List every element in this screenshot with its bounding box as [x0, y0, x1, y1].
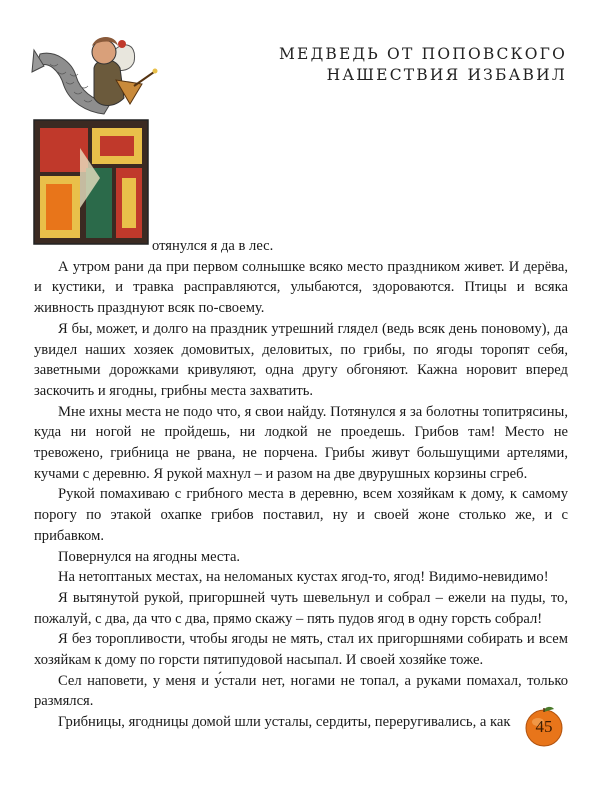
chapter-title [279, 44, 567, 86]
chapter-title-line2: НАШЕСТВИЯ ИЗБАВИЛ [326, 66, 567, 84]
paragraph: А утром рани да при первом солнышке всяко место праздником живет. И дерёва, и кустики, и травка расправляются, улыбаются, здороваются. Птицы и всяка живность празднуют всяк по-своему. [34, 258, 568, 317]
paragraph: Я бы, может, и долго на праздник утрешний глядел (ведь всяк день поновому), да увидел наших хозяек домовитых, деловитых, по грибы, по ягоды торопят себя, заветными дорожками кривуляют, одна другу обгоняют. Кажна норовит вперед заскочить и ягодны, грибны места захватить. [34, 320, 568, 399]
chapter-title-line1: МЕДВЕДЬ ОТ ПОПОВСКОГО [278, 45, 567, 63]
paragraph: Грибницы, ягодницы домой шли усталы, сердиты, переругивались, а как [58, 714, 511, 731]
page-number: 45 [535, 717, 553, 736]
paragraph: Мне ихны места не подо что, я свои найду. Потянулся я за болотны топитрясины, куда ни ногой не пройдешь, ни лодкой не проедешь. Грибов там! Место не тревожено, грибница не рвана, не порчена. Грибы живут большущими артелями, кучами с деревню. Я рукой махнул – и разом на две двурушных корзины сгреб. [34, 403, 568, 482]
paragraph: Я без торопливости, чтобы ягоды не мять, стал их пригоршнями собирать и всем хозяйкам к дому по горсти пятипудовой насыпал. И своей хозяйке тоже. [34, 631, 568, 669]
drop-cap-letter-p-icon [30, 28, 160, 248]
paragraph: На нетоптаных местах, на неломаных кустах ягод-то, ягод! Видимо-невидимо! [58, 569, 549, 586]
drop-cap-illustration [30, 28, 160, 253]
paragraph: Повернулся на ягодны места. [58, 548, 241, 565]
page-number-badge [522, 704, 566, 748]
paragraph: Я вытянутой рукой, пригоршней чуть шевельнул и собрал – ежели на пуды, то, пожалуй, с два, да что с два, прямо скажу – пять пудов ягод в одну горсть собрал! [34, 589, 568, 627]
paragraph: Рукой помахиваю с грибного места в деревню, всем хозяйкам к дому, к самому порогу по этакой охапке грибов поставил, ну и своей жоне столько же, и с прибавком. [34, 486, 568, 544]
paragraph: Сел наповети, у меня и у́стали нет, ногами не топал, а руками помахал, только размялся. [34, 672, 568, 710]
story-text [34, 236, 568, 733]
paragraph: отянулся я да в лес. [152, 238, 274, 254]
